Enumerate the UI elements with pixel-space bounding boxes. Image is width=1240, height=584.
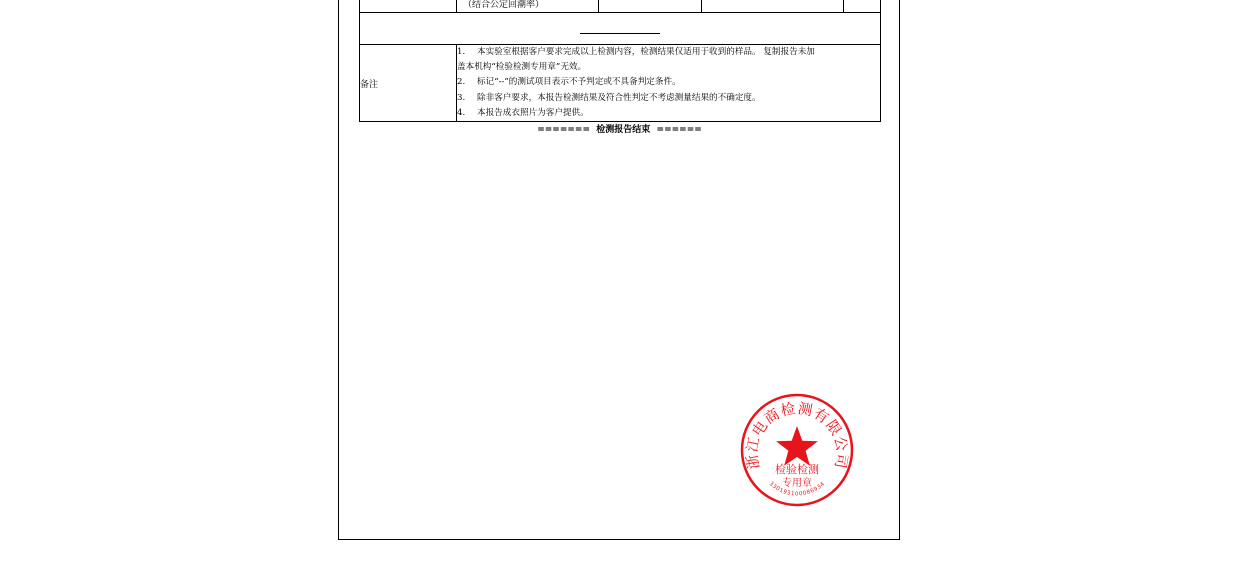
table-cell: [360, 0, 457, 13]
table-cell: [844, 0, 881, 13]
remarks-row: [360, 45, 881, 122]
svg-text:专用章: 专用章: [782, 478, 812, 489]
table-row: [360, 13, 881, 45]
table-row: [360, 0, 881, 13]
dash-line: [580, 33, 660, 34]
remark-line-1b: 盖本机构“检验检测专用章”无效。: [457, 62, 587, 73]
table-cell: [702, 0, 844, 13]
criteria-cell: （结合公定回潮率）: [457, 0, 599, 13]
remark-line-1: 1. 本实验室根据客户要求完成以上检测内容，检测结果仅适用于收到的样品。 复制报告未加: [457, 47, 815, 57]
table-cell: [599, 0, 702, 13]
remarks-label: 备注: [360, 45, 457, 122]
svg-text:浙江电商检测有限公司: 浙江电商检测有限公司: [744, 400, 850, 471]
report-page: [338, 0, 900, 540]
official-seal-icon: [739, 392, 855, 508]
report-end-marker: ======= 检测报告结束 ======: [537, 125, 702, 135]
remarks-cell: [457, 45, 881, 122]
dash-cell: [360, 13, 881, 45]
remark-line-4: 4. 本报告成衣照片为客户提供。: [457, 107, 589, 118]
results-table: [359, 0, 881, 122]
remark-line-3: 3. 除非客户要求，本报告检测结果及符合性判定不考虑测量结果的不确定度。: [457, 92, 761, 103]
svg-text:330193100086934: 330193100086934: [767, 481, 827, 498]
svg-text:检验检测: 检验检测: [775, 463, 819, 476]
remark-line-2: 2. 标记“--”的测试项目表示不予判定或不具备判定条件。: [457, 77, 681, 88]
